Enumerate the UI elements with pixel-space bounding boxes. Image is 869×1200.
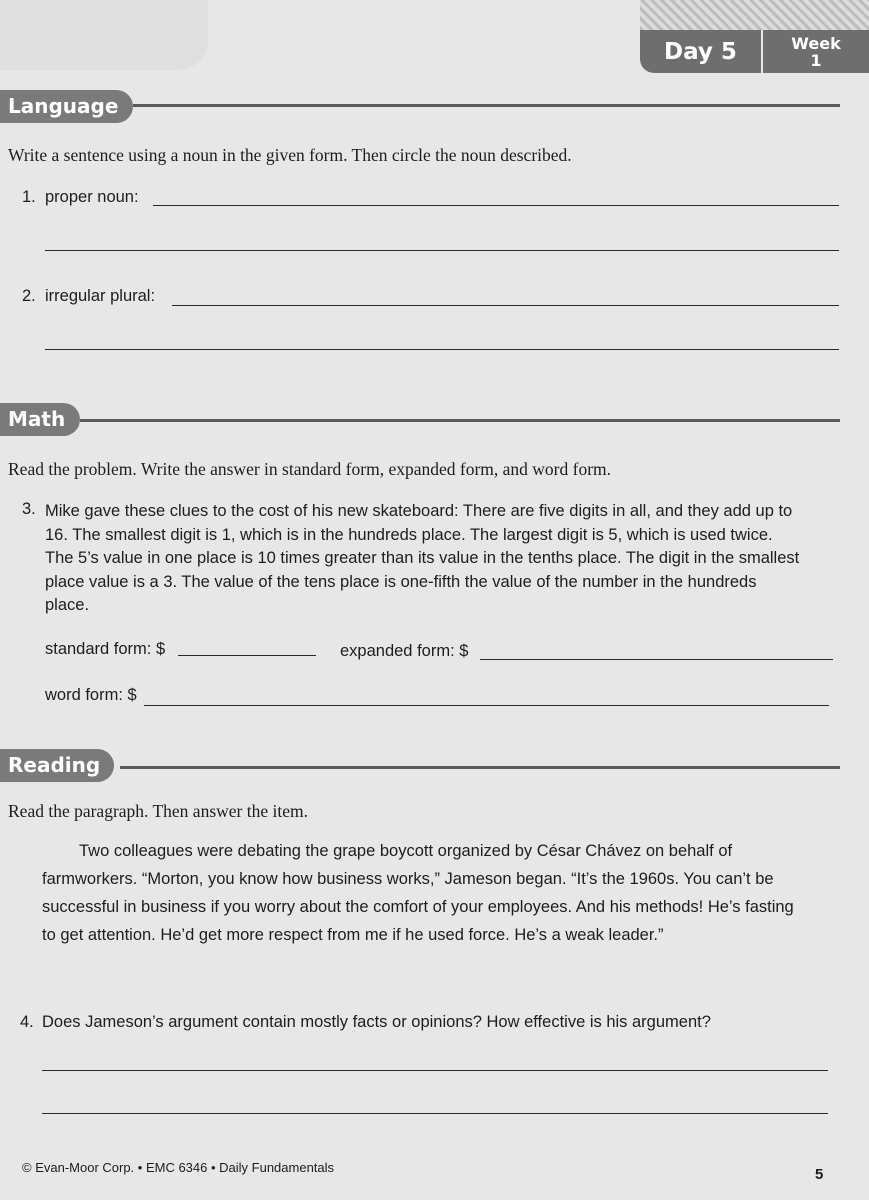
reading-title: Reading	[0, 749, 114, 782]
day-label: Day 5	[664, 38, 737, 65]
standard-form-label: standard form: $	[45, 640, 166, 658]
section-rule	[120, 766, 840, 769]
week-number: 1	[810, 50, 822, 70]
expanded-form-label: expanded form: $	[340, 642, 469, 660]
tab-pattern	[640, 0, 869, 30]
standard-form-answer-line[interactable]	[178, 655, 316, 656]
item-3-number: 3.	[22, 500, 36, 518]
item-4-number: 4.	[20, 1013, 34, 1031]
math-section-header	[0, 403, 840, 436]
week-word: Week	[791, 33, 841, 53]
tab-body	[640, 30, 869, 73]
item-2-number: 2.	[22, 287, 36, 305]
item-4-question: Does Jameson’s argument contain mostly facts or opinions? How effective is his argument?	[42, 1013, 711, 1031]
reading-section-header	[0, 749, 840, 782]
section-rule	[80, 419, 840, 422]
expanded-form-answer-line[interactable]	[480, 659, 833, 660]
reading-instruction: Read the paragraph. Then answer the item.	[8, 801, 308, 821]
language-section-header	[0, 90, 840, 123]
item-2-label: irregular plural:	[45, 287, 156, 305]
math-title: Math	[0, 403, 80, 436]
math-instruction: Read the problem. Write the answer in standard form, expanded form, and word form.	[8, 459, 612, 479]
item-4-answer-line-2[interactable]	[42, 1113, 828, 1114]
section-rule	[133, 104, 840, 107]
item-1-answer-line-1[interactable]	[153, 205, 839, 206]
item-4-answer-line-1[interactable]	[42, 1070, 828, 1071]
language-instruction: Write a sentence using a noun in the given form. Then circle the noun described.	[8, 145, 572, 165]
item-1-number: 1.	[22, 188, 36, 206]
language-title: Language	[0, 90, 133, 123]
item-2-answer-line-1[interactable]	[172, 305, 839, 306]
bleed-through-tab	[0, 0, 208, 70]
page-number: 5	[815, 1166, 824, 1183]
item-2-answer-line-2[interactable]	[45, 349, 839, 350]
week-label	[763, 35, 869, 69]
reading-paragraph: Two colleagues were debating the grape boycott organized by César Chávez on behalf of farmworkers. “Morton, you know how business works,” Jameson began. “It’s the 1960s. You can’t be successful in business if you worry about the comfort of your employees. And his methods! He’s fasting to get attention. He’d get more respect from me if he used force. He’s a weak leader.”	[42, 842, 794, 944]
item-1-label: proper noun:	[45, 188, 139, 206]
item-1-answer-line-2[interactable]	[45, 250, 839, 251]
day-week-tab	[640, 0, 869, 73]
word-form-answer-line[interactable]	[144, 705, 829, 706]
item-3-problem: Mike gave these clues to the cost of his new skateboard: There are five digits in all, and they add up to 16. The smallest digit is 1, which is in the hundreds place. The largest digit is 5, which is used twice. The 5’s value in one place is 10 times greater than its value in the tenths place. The digit in the smallest place value is a 3. The value of the tens place is one-fifth the value of the number in the hundreds place.	[45, 502, 800, 614]
word-form-label: word form: $	[45, 686, 137, 704]
footer-credit: © Evan-Moor Corp. • EMC 6346 • Daily Fundamentals	[22, 1160, 335, 1175]
